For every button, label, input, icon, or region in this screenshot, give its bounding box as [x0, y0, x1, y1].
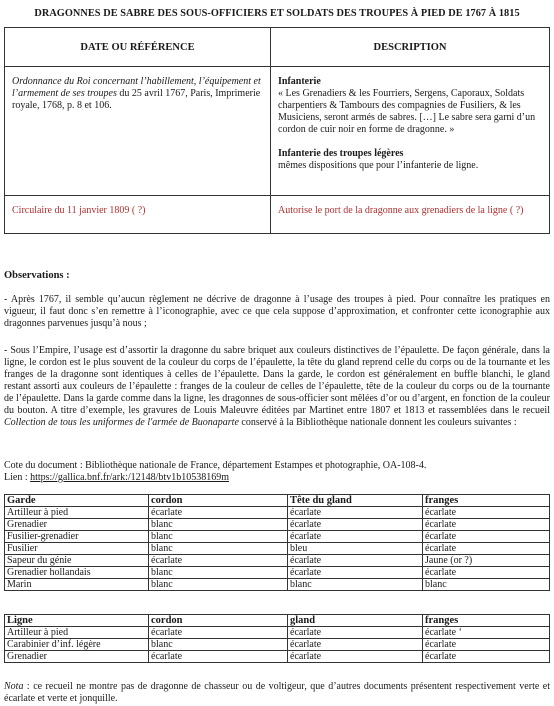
- table-row: [5, 639, 550, 651]
- troupes-legeres-heading: Infanterie des troupes légères: [278, 148, 404, 159]
- page-title: DRAGONNES DE SABRE DES SOUS-OFFICIERS ET SOLDATS DES TROUPES À PIED DE 1767 À 1815: [34, 8, 520, 19]
- column-header: Garde: [5, 495, 149, 507]
- document-cote: Cote du document : Bibliothèque nationale de France, département Estampes et photographie, OA-108-4.: [4, 460, 427, 471]
- nota-label: Nota: [4, 681, 24, 692]
- table-cell: Artilleur à pied: [5, 627, 149, 639]
- table-cell: écarlate: [288, 651, 423, 663]
- table-row: [5, 579, 550, 591]
- column-header: Tête du gland: [288, 495, 423, 507]
- table-row: [5, 543, 550, 555]
- column-header: franges: [423, 495, 550, 507]
- document-link-line: [4, 472, 550, 484]
- table-cell: Fusilier-grenadier: [5, 531, 149, 543]
- ordonnance-details: du 25 avril 1767, Paris, Imprimerie royale, 1768, p. 8 et 106.: [12, 88, 261, 111]
- table-cell: bleu: [288, 543, 423, 555]
- table-row: [5, 67, 550, 196]
- garde-table-header: [5, 495, 550, 507]
- table-cell: blanc: [149, 567, 288, 579]
- observations-heading: Observations :: [4, 270, 70, 281]
- table-row: [5, 627, 550, 639]
- table-cell: Artilleur à pied: [5, 507, 149, 519]
- table-cell: écarlate ‘: [423, 627, 550, 639]
- table-cell: blanc: [149, 543, 288, 555]
- table-cell: Jaune (or ?): [423, 555, 550, 567]
- garde-table: [4, 494, 550, 591]
- table-cell: Grenadier: [5, 651, 149, 663]
- table-cell: Sapeur du génie: [5, 555, 149, 567]
- column-header: cordon: [149, 495, 288, 507]
- reference-cell: [5, 196, 271, 234]
- description-cell: [271, 196, 550, 234]
- column-header: cordon: [149, 615, 288, 627]
- table-cell: écarlate: [288, 507, 423, 519]
- table-cell: blanc: [149, 639, 288, 651]
- table-cell: Carabinier d’inf. légère: [5, 639, 149, 651]
- table-cell: Marin: [5, 579, 149, 591]
- table-cell: écarlate: [288, 627, 423, 639]
- column-header: gland: [288, 615, 423, 627]
- nota-note: [4, 681, 550, 705]
- infanterie-heading: Infanterie: [278, 76, 321, 87]
- table-cell: écarlate: [149, 507, 288, 519]
- ligne-table: [4, 614, 550, 663]
- table-cell: blanc: [288, 579, 423, 591]
- table-cell: écarlate: [288, 519, 423, 531]
- table-cell: écarlate: [149, 627, 288, 639]
- description-cell: [271, 67, 550, 196]
- header-date-reference: DATE OU RÉFÉRENCE: [5, 28, 271, 67]
- table-cell: écarlate: [288, 639, 423, 651]
- table-row: [5, 531, 550, 543]
- table-cell: écarlate: [288, 555, 423, 567]
- reference-table: [4, 27, 550, 234]
- observation-paragraph-2-text: - Sous l’Empire, l’usage est d’assortir la dragonne du sabre briquet aux couleurs distinctives de l’épaulette. De façon générale, dans la ligne, le cordon est le plus souvent de la couleur du corps de l’épaulette, la tête du gland reprend celle du corps ou de la tournante et les franges de la dragonne sont identiques à celles de l’épaulette. Dans la garde, le cordon est généralement en buffle blanchi, le gland restant assorti aux couleurs de l’épaulette : franges de la couleur de celles de l’épaulette, tête de la couleur du corps ou de la tournante de l’épaulette. Dans la garde comme dans la ligne, les dragonnes de sous-officier sont mêlées d’or ou d’argent, en fonction de la couleur du bouton. A titre d’exemple, les gravures de Louis Maleuvre éditées par Martinet entre 1807 et 1813 et rassemblées dans le recueil: [4, 345, 550, 416]
- table-cell: écarlate: [423, 639, 550, 651]
- table-cell: Fusilier: [5, 543, 149, 555]
- observation-paragraph-2-end: conservé à la Bibliothèque nationale donnent les couleurs suivantes :: [238, 417, 517, 428]
- infanterie-text: « Les Grenadiers & les Fourriers, Sergens, Caporaux, Soldats charpentiers & Tambours des compagnies de Fusiliers, & les Musiciens, seront armés de sabres. […] Le sabre sera garni d’un cordon de cuir noir en forme de dragonne. »: [278, 88, 536, 135]
- link-label: Lien :: [4, 472, 31, 483]
- circulaire-description: Autorise le port de la dragonne aux grenadiers de la ligne ( ?): [278, 205, 524, 216]
- table-row: [5, 651, 550, 663]
- table-cell: écarlate: [423, 567, 550, 579]
- column-header: Ligne: [5, 615, 149, 627]
- table-row: [5, 555, 550, 567]
- observation-paragraph-1: - Après 1767, il semble qu’aucun règlement ne décrive de dragonne à l’usage des troupes à pied. Pour connaître les pratiques en vigueur, il faut donc s’en remettre à l’iconographie, avec ce que cela suppose d’approximation, et confronter cette iconographie aux dragonnes parvenues jusqu’à nous ;: [4, 294, 550, 329]
- table-cell: blanc: [149, 531, 288, 543]
- table-cell: écarlate: [423, 543, 550, 555]
- recueil-title: Collection de tous les uniformes de l'armée de Buonaparte: [4, 417, 239, 428]
- table-row: [5, 519, 550, 531]
- table-cell: écarlate: [423, 651, 550, 663]
- column-header: franges: [423, 615, 550, 627]
- observation-paragraph-2: [4, 345, 550, 429]
- table-cell: blanc: [423, 579, 550, 591]
- table-cell: écarlate: [423, 519, 550, 531]
- table-cell: blanc: [149, 519, 288, 531]
- table-cell: Grenadier hollandais: [5, 567, 149, 579]
- table-row: [5, 507, 550, 519]
- circulaire-reference: Circulaire du 11 janvier 1809 ( ?): [12, 205, 146, 216]
- table-cell: blanc: [149, 579, 288, 591]
- table-row: [5, 196, 550, 234]
- table-cell: écarlate: [149, 651, 288, 663]
- ordonnance-title: Ordonnance du Roi concernant l’habillement, l’équipement et l’armement de ses troupes: [12, 76, 261, 99]
- ligne-table-header: [5, 615, 550, 627]
- table-cell: écarlate: [423, 507, 550, 519]
- table-row: [5, 567, 550, 579]
- table-cell: écarlate: [288, 531, 423, 543]
- gallica-link[interactable]: https://gallica.bnf.fr/ark:/12148/btv1b10538169m: [30, 472, 229, 483]
- reference-cell: [5, 67, 271, 196]
- table-cell: écarlate: [423, 531, 550, 543]
- nota-text: : ce recueil ne montre pas de dragonne de chasseur ou de voltigeur, que d’autres documents présentent respectivement verte et écarlate et verte et jonquille.: [4, 681, 550, 704]
- table-cell: Grenadier: [5, 519, 149, 531]
- table-cell: écarlate: [288, 567, 423, 579]
- troupes-legeres-text: mêmes dispositions que pour l’infanterie de ligne.: [278, 160, 479, 171]
- table-cell: écarlate: [149, 555, 288, 567]
- header-description: DESCRIPTION: [271, 28, 550, 67]
- reference-table-header: [5, 28, 550, 67]
